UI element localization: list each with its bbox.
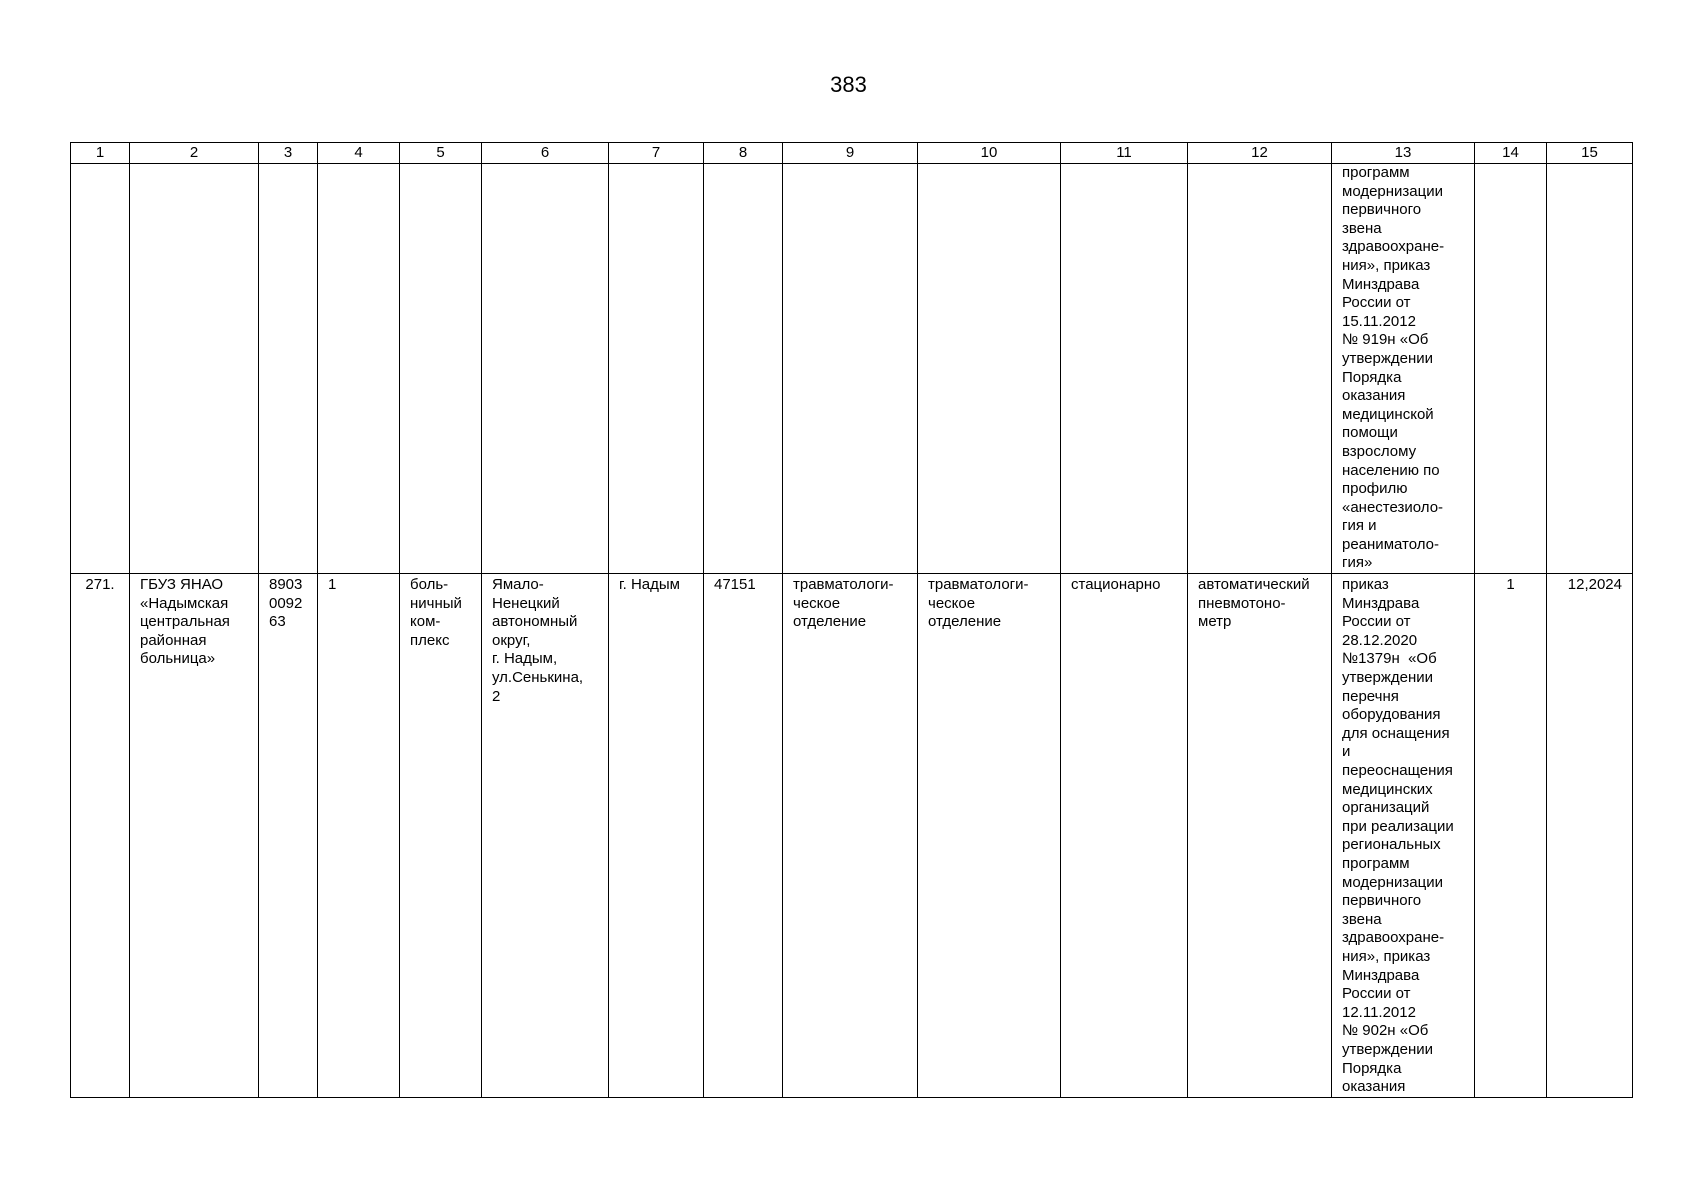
table-row-continuation — [71, 164, 1633, 574]
equipment-cell: автоматический пневмотоно- метр — [1188, 574, 1332, 1098]
table-cell — [1547, 164, 1633, 574]
column-header: 11 — [1061, 143, 1188, 164]
column-header: 1 — [71, 143, 130, 164]
table-cell — [318, 164, 400, 574]
count-cell: 1 — [318, 574, 400, 1098]
column-header: 2 — [130, 143, 259, 164]
code-cell: 47151 — [704, 574, 783, 1098]
table-cell — [704, 164, 783, 574]
city-cell: г. Надым — [609, 574, 704, 1098]
table-cell — [259, 164, 318, 574]
table-cell — [482, 164, 609, 574]
equipment-register-table — [70, 142, 1633, 1098]
date-cell: 12,2024 — [1547, 574, 1633, 1098]
column-header: 5 — [400, 143, 482, 164]
organization-cell: ГБУЗ ЯНАО «Надымская центральная районная больница» — [130, 574, 259, 1098]
column-number-row — [71, 143, 1633, 164]
table-cell — [71, 164, 130, 574]
table-cell — [609, 164, 704, 574]
building-cell: боль- ничный ком- плекс — [400, 574, 482, 1098]
legal-basis-cell: приказ Минздрава России от 28.12.2020 №1379н «Об утверждении перечня оборудования для оснащения и переоснащения медицинских организаций при реализации региональных программ модернизации первичного звена здравоохране- ния», приказ Минздрава России от 12.11.2012 № 902н «Об утверждении Порядка оказания — [1332, 574, 1475, 1098]
column-header: 4 — [318, 143, 400, 164]
column-header: 13 — [1332, 143, 1475, 164]
column-header: 6 — [482, 143, 609, 164]
column-header: 8 — [704, 143, 783, 164]
inn-cell: 8903 0092 63 — [259, 574, 318, 1098]
legal-basis-cell: программ модернизации первичного звена здравоохране- ния», приказ Минздрава России от 15.11.2012 № 919н «Об утверждении Порядка оказания медицинской помощи взрослому населению по профилю «анестезиоло- гия и реаниматоло- гия» — [1332, 164, 1475, 574]
table-cell — [1475, 164, 1547, 574]
table-cell — [400, 164, 482, 574]
table-cell — [918, 164, 1061, 574]
department-cell: травматологи- ческое отделение — [783, 574, 918, 1098]
column-header: 10 — [918, 143, 1061, 164]
column-header: 12 — [1188, 143, 1332, 164]
column-header: 9 — [783, 143, 918, 164]
column-header: 3 — [259, 143, 318, 164]
table-cell — [1061, 164, 1188, 574]
unit-cell: травматологи- ческое отделение — [918, 574, 1061, 1098]
quantity-cell: 1 — [1475, 574, 1547, 1098]
address-cell: Ямало- Ненецкий автономный округ, г. Надым, ул.Сенькина, 2 — [482, 574, 609, 1098]
care-form-cell: стационарно — [1061, 574, 1188, 1098]
table-cell — [1188, 164, 1332, 574]
column-header: 14 — [1475, 143, 1547, 164]
table-row — [71, 574, 1633, 1098]
row-number-cell: 271. — [71, 574, 130, 1098]
column-header: 7 — [609, 143, 704, 164]
column-header: 15 — [1547, 143, 1633, 164]
table-cell — [130, 164, 259, 574]
table-cell — [783, 164, 918, 574]
page-number: 383 — [830, 72, 867, 97]
